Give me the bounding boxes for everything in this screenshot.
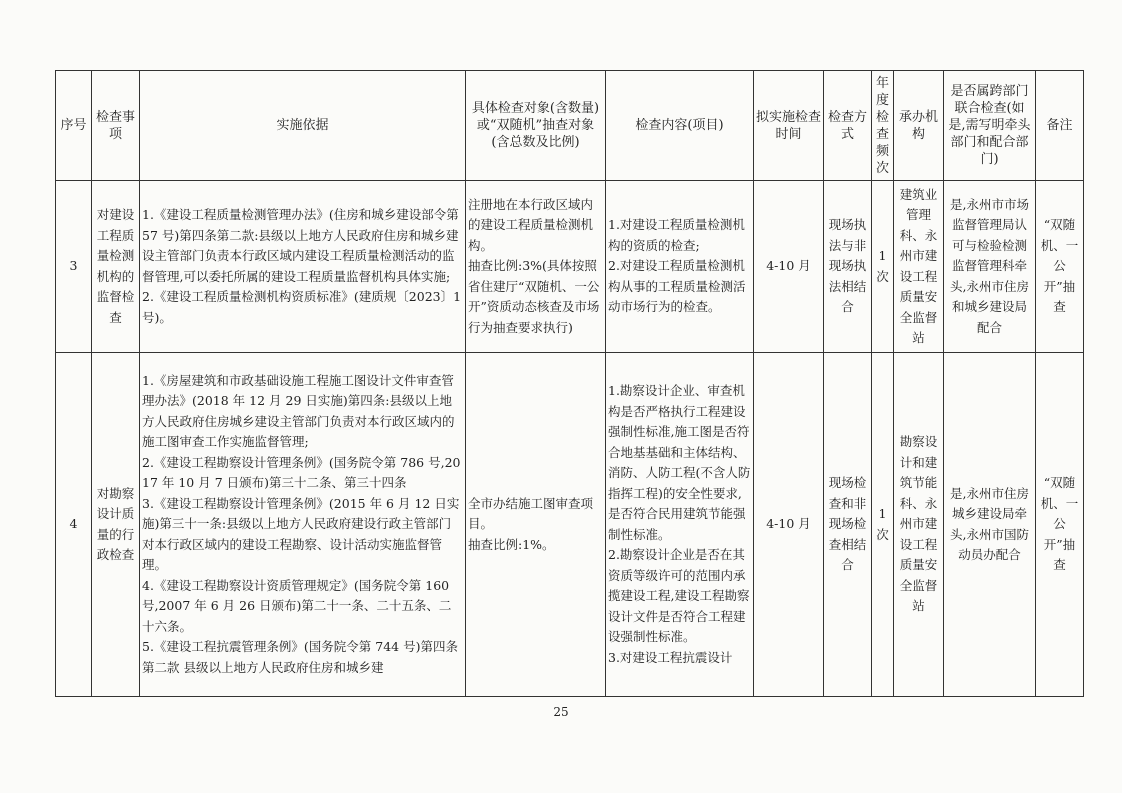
header-object: 具体检查对象(含数量)或“双随机”抽查对象(含总数及比例) — [466, 71, 606, 181]
row-org: 建筑业管理科、永州市建设工程质量安全监督站 — [894, 181, 944, 353]
row-freq: 1 次 — [872, 353, 894, 697]
row-seq: 4 — [56, 353, 92, 697]
row-time: 4-10 月 — [754, 353, 824, 697]
row-method: 现场执法与非现场执法相结合 — [824, 181, 872, 353]
row-content — [606, 181, 754, 353]
row-note: “双随机、一公开”抽查 — [1036, 181, 1084, 353]
header-row — [56, 71, 1084, 181]
object-line: 抽查比例:3%(具体按照省住建厅“双随机、一公开”资质动态核查及市场行为抽查要求执行) — [468, 258, 600, 335]
table-row — [56, 181, 1084, 353]
basis-line: 5.《建设工程抗震管理条例》(国务院令第 744 号)第四条第二款 县级以上地方人民政府住房和城乡建 — [142, 639, 458, 675]
basis-line: 1.《建设工程质量检测管理办法》(住房和城乡建设部令第 57 号)第四条第二款:县级以上地方人民政府住房和城乡建设主管部门负责本行政区域内建设工程质量检测活动的监督管理,可以委托所属的建设工程质量监督机构具体实施; — [142, 207, 459, 284]
page-number: 25 — [553, 705, 569, 719]
header-freq: 年度检查频次 — [872, 71, 894, 181]
basis-line: 4.《建设工程勘察设计资质管理规定》(国务院令第 160 号,2007 年 6 月 26 日颁布)第二十一条、二十五条、二十六条。 — [142, 577, 452, 634]
basis-line: 2.《建设工程勘察设计管理条例》(国务院令第 786 号,2017 年 10 月 7 日颁布)第三十二条、第三十四条 — [142, 454, 461, 491]
header-time: 拟实施检查时间 — [754, 71, 824, 181]
basis-line: 3.《建设工程勘察设计管理条例》(2015 年 6 月 12 日实施)第三十一条:县级以上地方人民政府建设行政主管部门对本行政区域内的建设工程勘察、设计活动实施监督管理。 — [142, 495, 460, 573]
row-basis — [140, 353, 466, 697]
row-joint: 是,永州市住房城乡建设局牵头,永州市国防动员办配合 — [944, 353, 1036, 697]
row-basis — [140, 181, 466, 353]
basis-line: 1.《房屋建筑和市政基础设施工程施工图设计文件审查管理办法》(2018 年 12 月 29 日实施)第四条:县级以上地方人民政府住房城乡建设主管部门负责对本行政区域内的施工图审查工作实施监督管理; — [142, 372, 455, 450]
content-line: 1.对建设工程质量检测机构的资质的检查; — [608, 217, 745, 253]
header-joint: 是否属跨部门联合检查(如是,需写明牵头部门和配合部门) — [944, 71, 1036, 181]
object-line: 注册地在本行政区域内的建设工程质量检测机构。 — [468, 196, 594, 253]
content-line: 3.对建设工程抗震设计 — [608, 649, 733, 665]
header-item: 检查事项 — [92, 71, 140, 181]
header-org: 承办机构 — [894, 71, 944, 181]
content-line: 1.勘察设计企业、审查机构是否严格执行工程建设强制性标准,施工图是否符合地基基础和主体结构、消防、人防工程(不含人防指挥工程)的安全性要求,是否符合民用建筑节能强制性标准。 — [608, 383, 751, 542]
row-object — [466, 353, 606, 697]
row-note: “双随机、一公开”抽查 — [1036, 353, 1084, 697]
header-method: 检查方式 — [824, 71, 872, 181]
basis-line: 2.《建设工程质量检测机构资质标准》(建质规〔2023〕1 号)。 — [142, 289, 462, 325]
row-joint: 是,永州市市场监督管理局认可与检验检测监督管理科牵头,永州市住房和城乡建设局配合 — [944, 181, 1036, 353]
header-seq: 序号 — [56, 71, 92, 181]
row-method: 现场检查和非现场检查相结合 — [824, 353, 872, 697]
row-seq: 3 — [56, 181, 92, 353]
object-line: 全市办结施工图审查项目。 — [468, 495, 594, 532]
row-freq: 1 次 — [872, 181, 894, 353]
header-basis: 实施依据 — [140, 71, 466, 181]
row-org: 勘察设计和建筑节能科、永州市建设工程质量安全监督站 — [894, 353, 944, 697]
row-item: 对勘察设计质量的行政检查 — [92, 353, 140, 697]
object-line: 抽查比例:1%。 — [468, 536, 555, 552]
table-row — [56, 353, 1084, 697]
inspection-plan-table — [55, 70, 1084, 697]
content-line: 2.勘察设计企业是否在其资质等级许可的范围内承揽建设工程,建设工程勘察设计文件是否符合工程建设强制性标准。 — [608, 547, 750, 644]
content-line: 2.对建设工程质量检测机构从事的工程质量检测活动市场行为的检查。 — [608, 258, 746, 315]
row-object — [466, 181, 606, 353]
row-item: 对建设工程质量检测机构的监督检查 — [92, 181, 140, 353]
row-time: 4-10 月 — [754, 181, 824, 353]
row-content — [606, 353, 754, 697]
header-note: 备注 — [1036, 71, 1084, 181]
header-content: 检查内容(项目) — [606, 71, 754, 181]
